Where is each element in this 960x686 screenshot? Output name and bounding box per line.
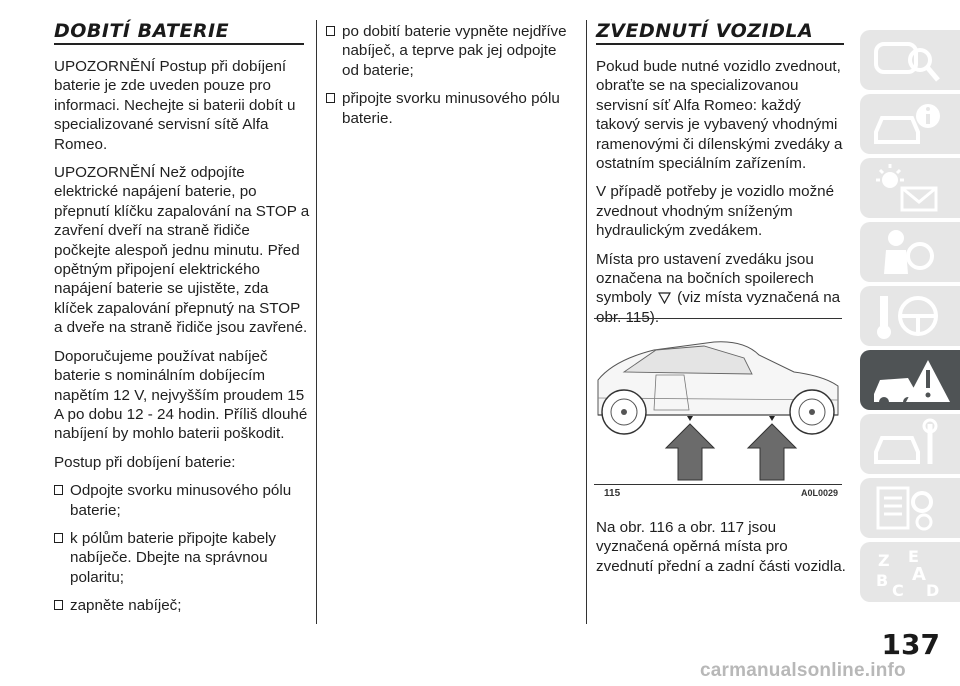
lifting-paragraph-1: Pokud bude nutné vozidlo zvednout, obraťte se na specializovanou servisní síť Alfa Romeo: každý takový servis je vybavený vhodnými ramenovými či dílenskými zvedáky a ostatním speciálním zařízením. [596,58,843,173]
car-side-illustration [594,320,842,485]
airbag-person-icon [872,226,942,278]
title-underline [596,43,844,45]
key-steering-wheel-icon [872,290,942,342]
lifting-paragraph-3: Místa pro ustavení zvedáku jsou označena na bočních spoilerech symboly (viz místa vyznačená na obr. 115). [596,250,841,326]
list-item: po dobití baterie vypněte nejdříve nabíječ, a teprve pak jej odpojte od baterie; [326,22,576,80]
chapter-sidebar [860,30,960,630]
checkbox-bullet-icon [54,485,63,495]
figure-top-border [594,318,842,319]
tab-index[interactable] [860,542,960,602]
tab-warning-lights[interactable] [860,158,960,218]
car-info-icon [872,98,942,150]
svg-text:A: A [912,564,926,585]
figure-number: 115 [604,488,621,499]
figure-bottom-border [594,484,842,485]
jack-point-triangle-icon [658,292,671,304]
checkbox-bullet-icon [54,600,63,610]
car-breakdown-warning-icon [872,354,952,410]
tab-technical-data[interactable] [860,478,960,538]
column-divider [316,20,317,624]
watermark: carmanualsonline.info [700,660,906,681]
svg-text:Z: Z [878,551,890,570]
tab-dashboard[interactable] [860,30,960,90]
list-item: zapněte nabíječ; [54,596,310,615]
page-number: 137 [881,628,940,661]
charger-recommendation: Doporučujeme používat nabíječ baterie s nominálním dobíjecím napětím 12 V, nejvyšším proudem 15 A po dobu 12 - 24 hodin. Příliš dlouhé nabíjení by mohlo baterii poškodit. [54,347,308,443]
alphabet-index-icon [872,546,942,602]
lifting-text [596,57,846,336]
section-title-battery: DOBITÍ BATERIE [54,20,230,42]
column-divider [586,20,587,624]
battery-text-continued [326,22,576,137]
tab-maintenance[interactable] [860,414,960,474]
warning-paragraph-1: UPOZORNĚNÍ Postup při dobíjení baterie je zde uveden pouze pro informaci. Nechejte si baterii dobít u specializované servisní sítě Alfa Romeo. [54,58,296,153]
figure-car-jack-points [594,318,842,499]
checkbox-bullet-icon [54,533,63,543]
svg-text:B: B [876,571,889,590]
lifting-text-after-figure [596,518,846,585]
checkbox-bullet-icon [326,26,335,36]
figure-code: A0L0029 [800,488,838,498]
tab-emergency[interactable] [860,350,960,410]
tab-safety[interactable] [860,222,960,282]
warning-paragraph-2: UPOZORNĚNÍ Než odpojíte elektrické napájení baterie, po přepnutí klíčku zapalování na STOP a zavření dveří na straně řidiče počkejte alespoň jednu minutu. Před opětným připojení elektrického napájení baterie se ujistěte, zda klíček zapalování přepnutý na STOP a dveře na straně řidiče jsou zavřené. [54,164,310,337]
list-item: Odpojte svorku minusového pólu baterie; [54,481,310,520]
list-item: k pólům baterie připojte kabely nabíječe. Dbejte na správnou polaritu; [54,529,310,587]
battery-text-column [54,57,310,625]
settings-list-icon [872,482,942,534]
warning-light-envelope-icon [872,162,942,214]
checkbox-bullet-icon [326,93,335,103]
section-title-lifting: ZVEDNUTÍ VOZIDLA [596,20,814,42]
svg-text:C: C [892,581,904,600]
svg-text:D: D [926,581,940,600]
car-service-wrench-icon [872,418,942,470]
svg-text:E: E [908,547,919,566]
list-item: připojte svorku minusového pólu baterie. [326,89,576,128]
lifting-paragraph-2: V případě potřeby je vozidlo možné zvednout vhodným sníženým hydraulickým zvedákem. [596,183,835,240]
tab-starting-driving[interactable] [860,286,960,346]
procedure-intro: Postup při dobíjení baterie: [54,453,236,471]
dashboard-search-icon [872,34,942,86]
lifting-paragraph-4: Na obr. 116 a obr. 117 jsou vyznačená opěrná místa pro zvednutí přední a zadní části vozidla. [596,519,846,575]
title-underline [54,43,304,45]
tab-car-info[interactable] [860,94,960,154]
